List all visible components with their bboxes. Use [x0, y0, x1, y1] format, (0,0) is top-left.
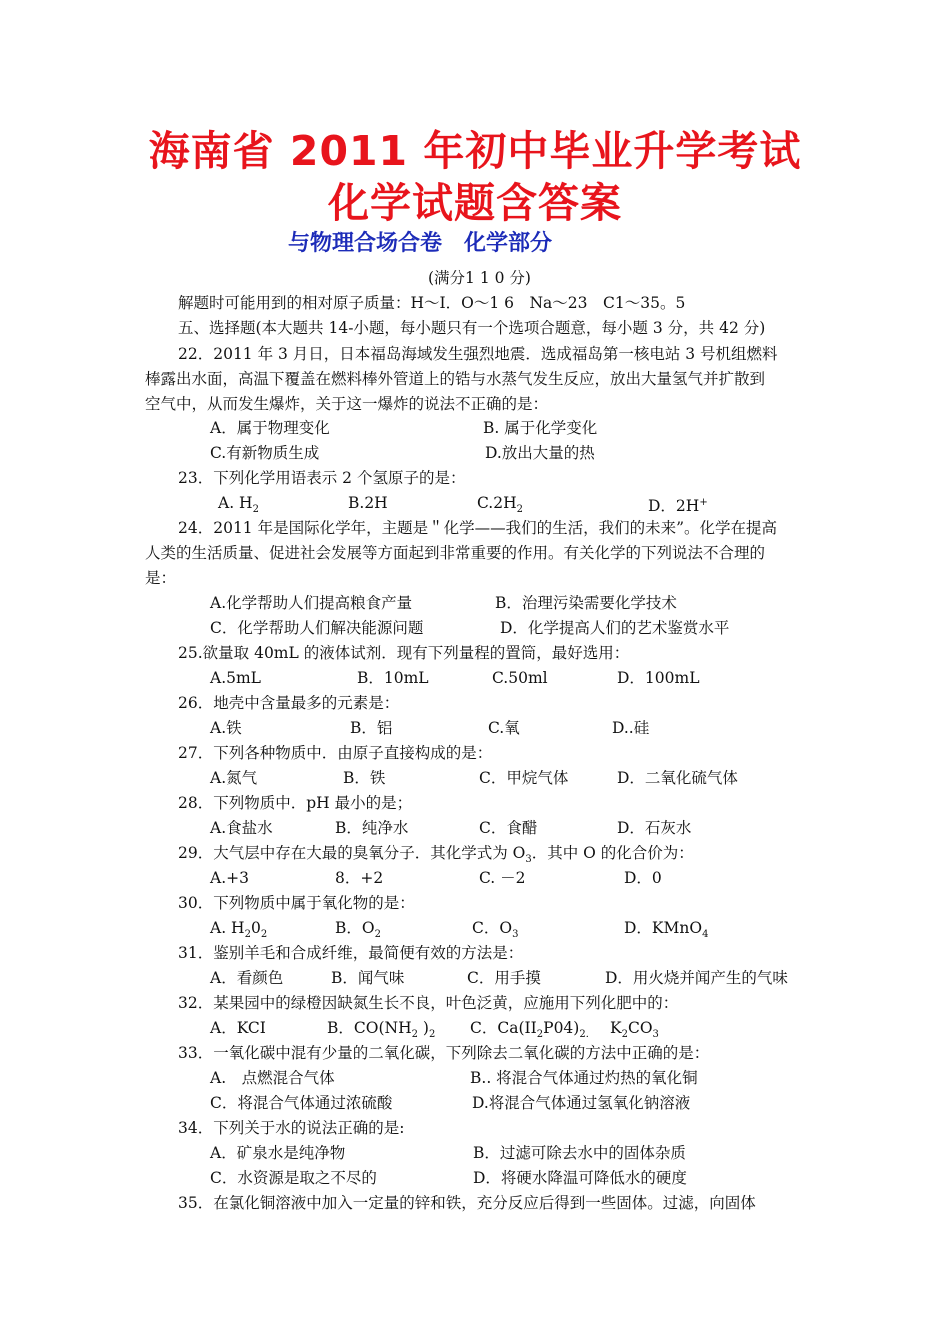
q23-option-c: $C.2H_2$ [477, 494, 523, 516]
q23-stem: 23．下列化学用语表示 2 个氢原子的是： [178, 469, 466, 487]
q27-option-d: D．二氧化硫气体 [617, 769, 738, 787]
exam-title-line2: 化学试题含答案 [328, 179, 622, 227]
q25-stem: 25.欲量取 40mL 的液体试剂．现有下列量程的置筒，最好选用： [178, 644, 630, 662]
q35-stem: 35．在氯化铜溶液中加入一定量的锌和铁，充分反应后得到一些固体。过滤，向固体 [178, 1194, 756, 1212]
q27-option-c: C．甲烷气体 [479, 769, 569, 787]
q34-option-b: B．过滤可除去水中的固体杂质 [473, 1144, 686, 1162]
q28-option-a: A.食盐水 [210, 819, 273, 837]
q33-option-d: D.将混合气体通过氢氧化钠溶液 [472, 1094, 691, 1112]
q30-stem: 30．下列物质中属于氧化物的是： [178, 894, 415, 912]
exam-subtitle: 与物理合场合卷 化学部分 [288, 231, 553, 256]
q24-stem-line1: 24．2011 年是国际化学年，主题是＂化学——我们的生活，我们的未来”。化学在提高 [178, 519, 778, 537]
q29-option-b: 8．+2 [335, 869, 384, 887]
q29-option-c: C. －2 [479, 869, 526, 887]
q31-stem: 31．鉴别羊毛和合成纤维，最简便有效的方法是： [178, 944, 524, 962]
q28-stem: 28．下列物质中．pH 最小的是； [178, 794, 413, 812]
q31-option-a: A．看颜色 [210, 969, 284, 987]
q30-option-a: A. $H_20_2$ [210, 919, 268, 941]
q23-option-d: D．2H+ [648, 497, 708, 516]
q30-option-b: B．$O_2$ [335, 919, 381, 941]
q24-option-c: C．化学帮助人们解决能源问题 [210, 619, 424, 637]
q31-option-c: C．用手摸 [467, 969, 541, 987]
q32-option-c: C．$Ca(II_2P04)_{2.}$ [470, 1019, 596, 1041]
q33-option-b: B.. 将混合气体通过灼热的氧化铜 [470, 1069, 698, 1087]
q26-option-d: D..硅 [612, 719, 650, 737]
q22-option-b: B. 属于化学变化 [483, 419, 598, 437]
q27-option-a: A.氮气 [210, 769, 258, 787]
q27-option-b: B．铁 [343, 769, 386, 787]
q27-stem: 27．下列各种物质中．由原子直接构成的是： [178, 744, 493, 762]
q34-option-d: D．将硬水降温可降低水的硬度 [473, 1169, 687, 1187]
q25-option-c: C.50ml [492, 669, 548, 687]
q24-option-a: A.化学帮助人们提高粮食产量 [210, 594, 413, 612]
q32-option-d: $K_2CO_3$ [610, 1019, 659, 1041]
q24-option-b: B．治理污染需要化学技术 [495, 594, 677, 612]
q30-option-c: C．$O_3$ [472, 919, 519, 941]
exam-title-line1: 海南省 2011 年初中毕业升学考试 [148, 127, 802, 175]
q32-option-a: A．KCI [210, 1019, 266, 1037]
q22-option-c: C.有新物质生成 [210, 444, 320, 462]
q34-option-a: A．矿泉水是纯净物 [210, 1144, 346, 1162]
q33-option-a: A. 点燃混合气体 [210, 1069, 335, 1087]
q22-stem-line1: 22．2011 年 3 月日，日本福岛海域发生强烈地震．选成福岛第一核电站 3 号机组燃料 [178, 345, 778, 363]
q34-stem: 34．下列关于水的说法正确的是: [178, 1119, 405, 1137]
q24-option-d: D．化学提高人们的艺术鉴赏水平 [500, 619, 730, 637]
section-heading: 五、选择题(本大题共 14-小题，每小题只有一个选项合题意，每小题 3 分，共 42 分) [178, 319, 766, 337]
q24-stem-line3: 是： [145, 569, 177, 587]
full-score: (满分1 1 0 分) [428, 269, 531, 287]
atomic-masses: 解题时可能用到的相对原子质量：H～I．O～1 6 Na～23 C1～35。5 [178, 294, 686, 312]
q30-option-d: D．KMnO$_4$ [624, 919, 709, 941]
q22-stem-line2: 棒露出水面，高温下覆盖在燃料棒外管道上的锆与水蒸气发生反应，放出大量氢气并扩散到 [145, 370, 766, 388]
q31-option-d: D．用火烧并闻产生的气味 [605, 969, 788, 987]
q22-stem-line3: 空气中，从而发生爆炸，关于这一爆炸的说法不正确的是： [145, 395, 549, 413]
q22-option-a: A．属于物理变化 [210, 419, 330, 437]
q26-option-c: C.氧 [488, 719, 520, 737]
q25-option-a: A.5mL [210, 669, 261, 687]
q31-option-b: B．闻气味 [331, 969, 405, 987]
q33-stem: 33．一氧化碳中混有少量的二氧化碳，下列除去二氧化碳的方法中正确的是： [178, 1044, 710, 1062]
q29-option-d: D．0 [624, 869, 662, 887]
q26-option-a: A.铁 [210, 719, 242, 737]
q28-option-b: B．纯净水 [335, 819, 409, 837]
q26-stem: 26．地壳中含量最多的元素是： [178, 694, 400, 712]
q24-stem-line2: 人类的生活质量、促进社会发展等方面起到非常重要的作用。有关化学的下列说法不合理的 [145, 544, 766, 562]
q29-stem: 29．大气层中存在大最的臭氧分子．其化学式为 $O_3$．其中 O 的化合价为： [178, 844, 694, 866]
q23-option-a: A. $H_2$ [218, 494, 259, 516]
q34-option-c: C．水资源是取之不尽的 [210, 1169, 377, 1187]
q28-option-c: C．食醋 [479, 819, 538, 837]
q33-option-c: C．将混合气体通过浓硫酸 [210, 1094, 393, 1112]
q26-option-b: B．铝 [350, 719, 393, 737]
q28-option-d: D．石灰水 [617, 819, 692, 837]
q25-option-d: D．100mL [617, 669, 700, 687]
q22-option-d: D.放出大量的热 [485, 444, 595, 462]
q29-option-a: A.+3 [210, 869, 249, 887]
q25-option-b: B．10mL [357, 669, 429, 687]
q32-option-b: B．$CO(NH_2$ )$_2$ [327, 1019, 436, 1041]
q23-option-b: B.2H [348, 494, 388, 512]
q32-stem: 32．某果园中的绿橙因缺氮生长不良，叶色泛黄，应施用下列化肥中的： [178, 994, 679, 1012]
